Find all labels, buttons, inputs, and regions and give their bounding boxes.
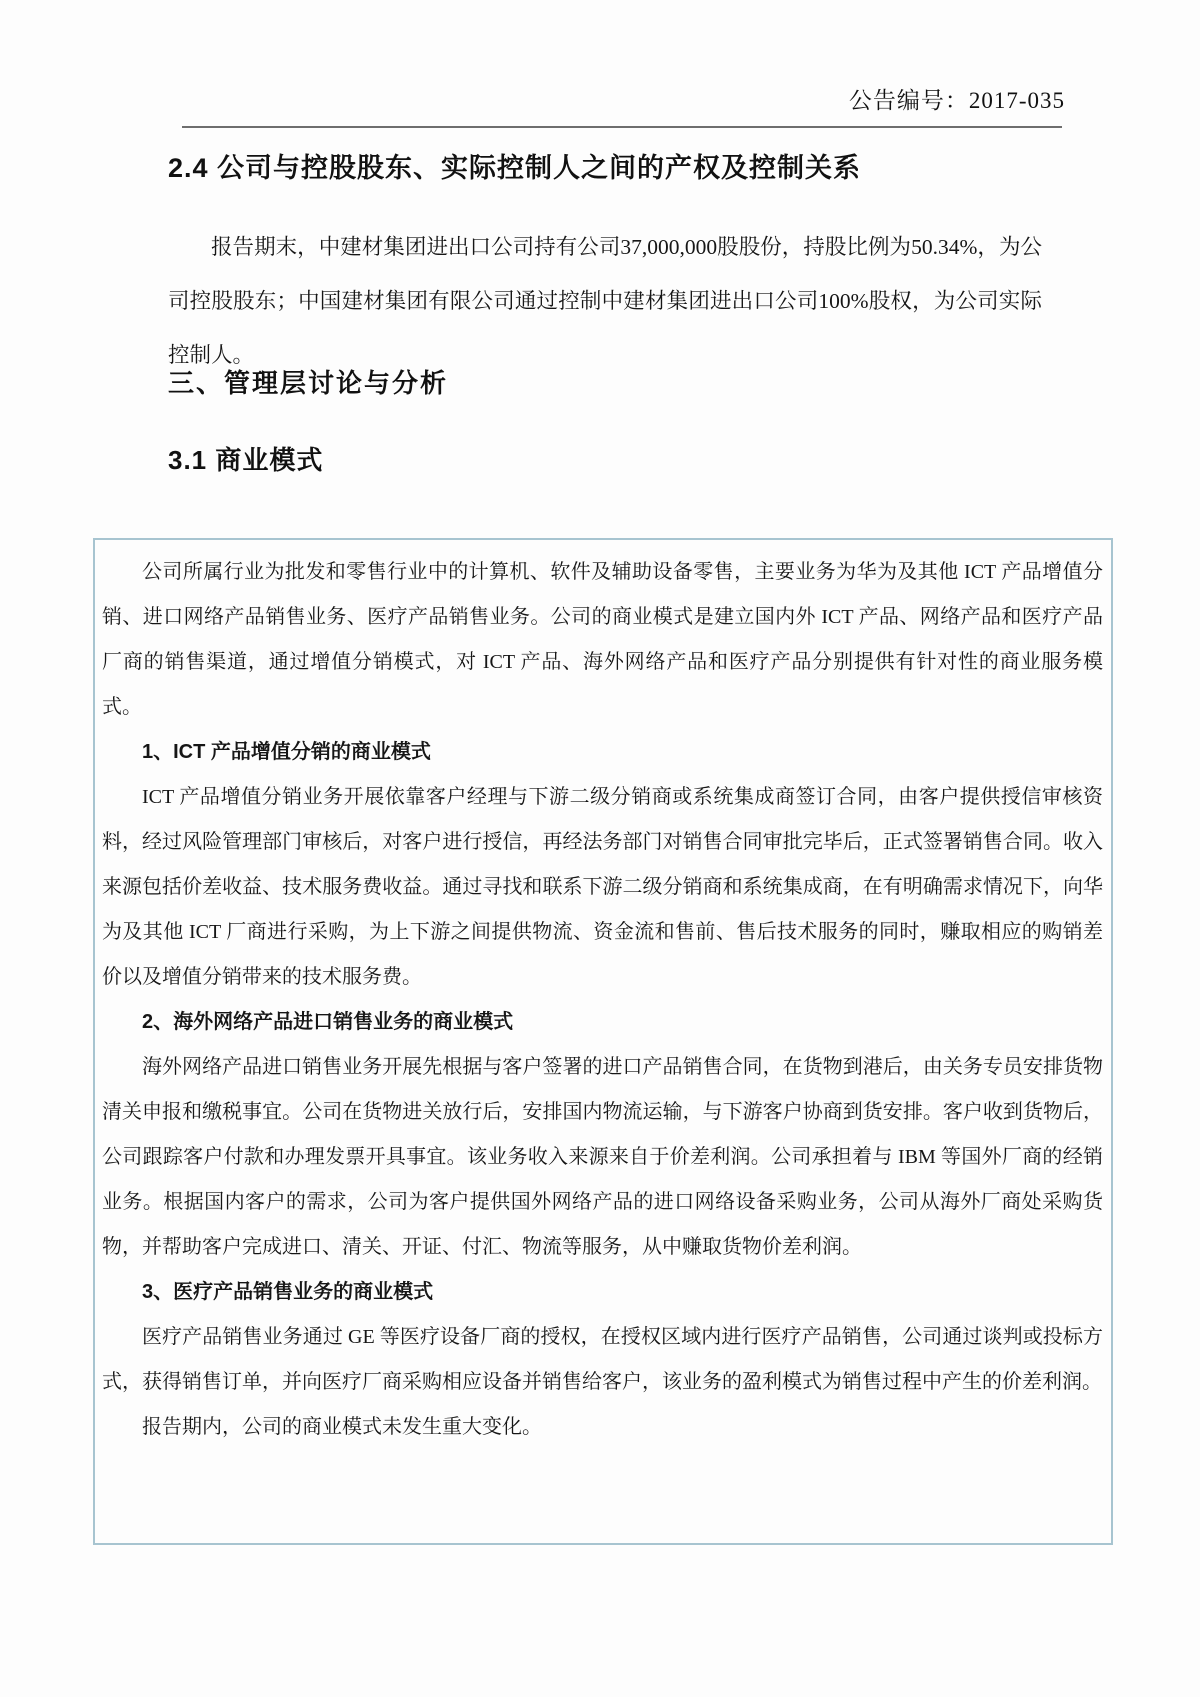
box-item2-title: 2、海外网络产品进口销售业务的商业模式: [142, 1011, 514, 1033]
box-item3-body: 医疗产品销售业务通过 GE 等医疗设备厂商的授权，在授权区域内进行医疗产品销售，公司通过谈判或投标方式，获得销售订单，并向医疗厂商采购相应设备并销售给客户，该业务的盈利模式为销售过程中产生的价差利润。: [102, 1326, 1103, 1393]
section-2-4-paragraph: 报告期末，中建材集团进出口公司持有公司37,000,000股股份，持股比例为50.34%，为公司控股股东；中国建材集团有限公司通过控制中建材集团进出口公司100%股权，为公司实际控制人。: [168, 234, 1042, 367]
box-item1-body: ICT 产品增值分销业务开展依靠客户经理与下游二级分销商或系统集成商签订合同，由客户提供授信审核资料，经过风险管理部门审核后，对客户进行授信，再经法务部门对销售合同审批完毕后，正式签署销售合同。收入来源包括价差收益、技术服务费收益。通过寻找和联系下游二级分销商和系统集成商，在有明确需求情况下，向华为及其他 ICT 厂商进行采购，为上下游之间提供物流、资金流和售前、售后技术服务的同时，赚取相应的购销差价以及增值分销带来的技术服务费。: [102, 786, 1103, 988]
announcement-number: 公告编号：2017-035: [848, 88, 1065, 113]
section-3-1-title: 3.1 商业模式: [168, 445, 324, 475]
box-item1-title: 1、ICT 产品增值分销的商业模式: [142, 741, 431, 763]
box-item2-body: 海外网络产品进口销售业务开展先根据与客户签署的进口产品销售合同，在货物到港后，由关务专员安排货物清关申报和缴税事宜。公司在货物进关放行后，安排国内物流运输，与下游客户协商到货安排。客户收到货物后，公司跟踪客户付款和办理发票开具事宜。该业务收入来源来自于价差利润。公司承担着与 IBM 等国外厂商的经销业务。根据国内客户的需求，公司为客户提供国外网络产品的进口网络设备采购业务，公司从海外厂商处采购货物，并帮助客户完成进口、清关、开证、付汇、物流等服务，从中赚取货物价差利润。: [102, 1056, 1103, 1258]
header-rule: [182, 126, 1062, 128]
box-closing-paragraph: 报告期内，公司的商业模式未发生重大变化。: [142, 1416, 542, 1438]
business-model-box: [93, 538, 1113, 1545]
box-intro-paragraph: 公司所属行业为批发和零售行业中的计算机、软件及辅助设备零售，主要业务为华为及其他 ICT 产品增值分销、进口网络产品销售业务、医疗产品销售业务。公司的商业模式是建立国内外 ICT 产品、网络产品和医疗产品厂商的销售渠道，通过增值分销模式，对 ICT 产品、海外网络产品和医疗产品分别提供有针对性的商业服务模式。: [102, 561, 1103, 718]
box-item3-title: 3、医疗产品销售业务的商业模式: [142, 1281, 434, 1303]
section-3-title: 三、管理层讨论与分析: [168, 368, 449, 398]
section-2-4-title: 2.4 公司与控股股东、实际控制人之间的产权及控制关系: [168, 153, 862, 183]
